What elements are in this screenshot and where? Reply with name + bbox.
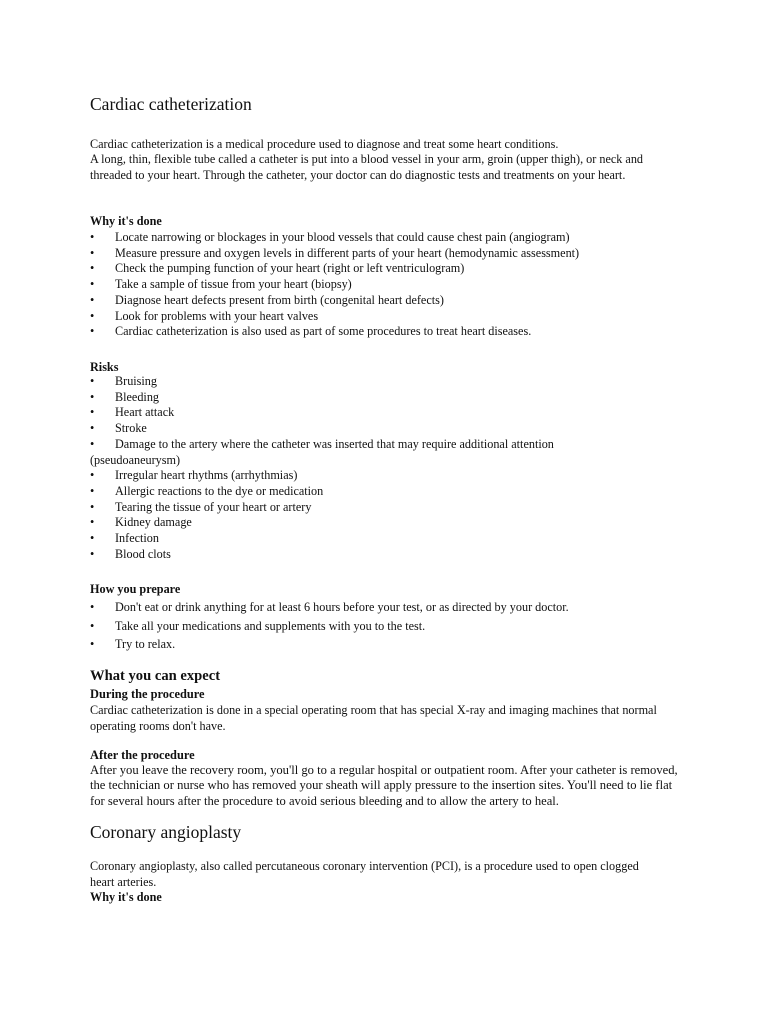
- bullet-icon: •: [90, 515, 95, 530]
- bullet-icon: •: [90, 546, 95, 561]
- bullet-icon: •: [90, 374, 95, 388]
- list-item-text: Irregular heart rhythms (arrhythmias): [115, 468, 298, 483]
- list-item-text: Bleeding: [115, 389, 160, 404]
- list-item: [90, 390, 690, 406]
- section-title-cardiac-catheterization: Cardiac catheterization: [90, 94, 252, 114]
- during-procedure-heading: During the procedure: [90, 687, 205, 701]
- bullet-icon: •: [90, 308, 95, 323]
- bullet-icon: •: [90, 600, 95, 614]
- list-item: [90, 309, 690, 325]
- what-you-can-expect-heading: What you can expect: [90, 668, 221, 684]
- bullet-icon: •: [90, 468, 95, 483]
- how-you-prepare-heading: How you prepare: [90, 582, 181, 596]
- list-item: [90, 293, 690, 309]
- list-item: [90, 598, 690, 617]
- intro-paragraph-2: A long, thin, flexible tube called a catheter is put into a blood vessel in your arm, groin (upper thigh), or neck and threaded to your heart. Through the catheter, your doctor can do diagnostic tests and treatments on your heart.: [90, 152, 644, 182]
- list-item: [90, 635, 690, 654]
- bullet-icon: •: [90, 483, 95, 498]
- list-item: [90, 484, 690, 500]
- list-item-text: Damage to the artery where the catheter was inserted that may require additional attention (pseudoaneurysm): [90, 436, 554, 467]
- bullet-icon: •: [90, 405, 95, 420]
- list-item-text: Take all your medications and supplements with you to the test.: [115, 618, 426, 633]
- list-item-text: Stroke: [115, 421, 147, 436]
- list-item: [90, 324, 690, 340]
- list-item-text: Tearing the tissue of your heart or artery: [115, 499, 312, 514]
- bullet-icon: •: [90, 421, 95, 436]
- list-item-text: Locate narrowing or blockages in your blood vessels that could cause chest pain (angiogram): [115, 230, 570, 244]
- list-item: [90, 261, 690, 277]
- after-procedure-heading: After the procedure: [90, 748, 195, 762]
- angioplasty-why-heading: Why it's done: [90, 890, 162, 904]
- bullet-icon: •: [90, 230, 95, 244]
- list-item-text: Take a sample of tissue from your heart (biopsy): [115, 277, 352, 292]
- list-item-text: Blood clots: [115, 546, 171, 561]
- list-item-text: Don't eat or drink anything for at least 6 hours before your test, or as directed by your doctor.: [115, 600, 569, 614]
- bullet-icon: •: [90, 499, 95, 514]
- intro-paragraph-1: Cardiac catheterization is a medical procedure used to diagnose and treat some heart conditions.: [90, 137, 559, 151]
- risks-list: [90, 374, 690, 562]
- list-item-text: Diagnose heart defects present from birth (congenital heart defects): [115, 292, 444, 307]
- list-item-text: Allergic reactions to the dye or medication: [115, 483, 324, 498]
- bullet-icon: •: [90, 292, 95, 307]
- bullet-icon: •: [90, 389, 95, 404]
- angioplasty-intro: Coronary angioplasty, also called percutaneous coronary intervention (PCI), is a procedure used to open clogged heart arteries.: [90, 859, 639, 889]
- how-you-prepare-list: [90, 598, 690, 654]
- why-its-done-heading: Why it's done: [90, 214, 162, 228]
- why-its-done-list: [90, 230, 690, 340]
- list-item: [90, 405, 690, 421]
- list-item: [90, 230, 690, 246]
- section-title-coronary-angioplasty: Coronary angioplasty: [90, 822, 242, 842]
- list-item: [90, 277, 690, 293]
- risks-heading: Risks: [90, 360, 119, 374]
- list-item: [90, 547, 690, 563]
- list-item-text: Infection: [115, 531, 159, 546]
- bullet-icon: •: [90, 261, 95, 276]
- list-item: [90, 617, 690, 636]
- bullet-icon: •: [90, 324, 95, 339]
- list-item-text: Bruising: [115, 374, 157, 388]
- list-item-text: Measure pressure and oxygen levels in different parts of your heart (hemodynamic assessment): [115, 245, 580, 260]
- list-item-text: Check the pumping function of your heart (right or left ventriculogram): [115, 261, 465, 276]
- list-item: [90, 421, 690, 437]
- list-item-text: Look for problems with your heart valves: [115, 308, 319, 323]
- list-item: [90, 531, 690, 547]
- list-item: [90, 468, 690, 484]
- bullet-icon: •: [90, 618, 95, 633]
- bullet-icon: •: [90, 531, 95, 546]
- list-item-text: Heart attack: [115, 405, 175, 420]
- during-procedure-text: Cardiac catheterization is done in a special operating room that has special X-ray and imaging machines that normal operating rooms don't have.: [90, 703, 657, 733]
- list-item-text: Try to relax.: [115, 637, 176, 651]
- after-procedure-text: After you leave the recovery room, you'll go to a regular hospital or outpatient room. After your catheter is removed, the technician or nurse who has removed your sheath will apply pressure to the insertion sites. You'll need to lie flat for several hours after the procedure to avoid serious bleeding and to allow the artery to heal.: [90, 763, 678, 808]
- list-item: [90, 246, 690, 262]
- list-item: [90, 437, 605, 468]
- list-item: [90, 374, 690, 390]
- bullet-icon: •: [90, 245, 95, 260]
- list-item-text: Kidney damage: [115, 515, 192, 530]
- bullet-icon: •: [90, 436, 95, 451]
- bullet-icon: •: [90, 277, 95, 292]
- bullet-icon: •: [90, 637, 95, 651]
- list-item: [90, 515, 690, 531]
- list-item-text: Cardiac catheterization is also used as part of some procedures to treat heart diseases.: [115, 324, 532, 339]
- list-item: [90, 500, 690, 516]
